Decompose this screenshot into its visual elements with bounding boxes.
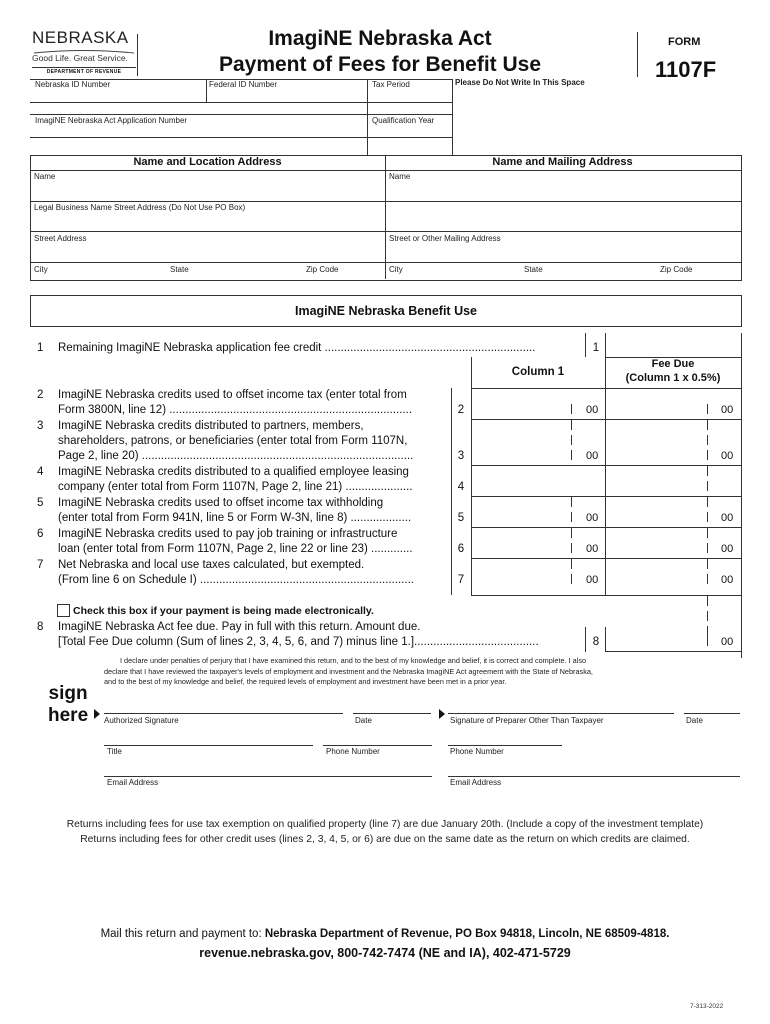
line6-text-a: ImagiNE Nebraska credits used to pay job training or infrastructure xyxy=(58,528,398,540)
line4-col1-input[interactable] xyxy=(471,465,605,497)
preparer-date-input[interactable] xyxy=(684,696,740,714)
preparer-signature-label: Signature of Preparer Other Than Taxpayer xyxy=(450,716,604,725)
line2-col2-cents: 00 xyxy=(721,404,734,416)
line8-box: 8 xyxy=(592,636,600,648)
preparer-email-input[interactable] xyxy=(448,760,740,777)
form-title xyxy=(190,26,570,78)
no-write-label: Please Do Not Write In This Space xyxy=(455,78,585,87)
line1-box: 1 xyxy=(592,342,600,354)
line7-col1-cents: 00 xyxy=(586,574,599,586)
contact-info: revenue.nebraska.gov, 800-742-7474 (NE and IA), 402-471-5729 xyxy=(199,946,571,960)
line3-text-a: ImagiNE Nebraska credits distributed to partners, members, xyxy=(58,420,364,432)
phone-label: Phone Number xyxy=(326,747,380,756)
department: DEPARTMENT OF REVENUE xyxy=(46,69,122,75)
form-title-line2: Payment of Fees for Benefit Use xyxy=(218,53,542,76)
electronic-payment-label: Check this box if your payment is being made electronically. xyxy=(73,605,374,617)
line3-col2-cents: 00 xyxy=(721,450,734,462)
line3-box: 3 xyxy=(457,450,465,462)
line1-text: Remaining ImagiNE Nebraska application fee credit .................................................................. xyxy=(58,342,536,354)
line8-text-a: ImagiNE Nebraska Act fee due. Pay in full with this return. Amount due. xyxy=(58,621,421,633)
electronic-payment-checkbox[interactable] xyxy=(57,604,70,617)
form-code: 7-313-2022 xyxy=(690,1003,724,1010)
form-number: 1107F xyxy=(655,57,717,82)
line8-number: 8 xyxy=(37,621,44,633)
mailing-zip-label: Zip Code xyxy=(660,265,693,274)
line5-col1-input[interactable] xyxy=(471,496,605,528)
declaration xyxy=(104,656,593,688)
preparer-signature-input[interactable] xyxy=(448,696,674,714)
sign-word: sign xyxy=(48,683,88,704)
qualification-year-label: Qualification Year xyxy=(372,116,435,125)
sign-here-label xyxy=(48,683,88,727)
line6-text-b: loan (enter total from Form 1107N, Page 2, line 22 or line 23) ............. xyxy=(58,543,413,555)
line2-number: 2 xyxy=(37,389,44,401)
line5-number: 5 xyxy=(37,497,44,509)
authorized-signature-input[interactable] xyxy=(104,696,343,714)
preparer-date-label: Date xyxy=(686,716,703,725)
due-date-notes xyxy=(0,817,770,847)
mailing-address-header: Name and Mailing Address xyxy=(492,156,633,168)
line6-col1-cents: 00 xyxy=(586,543,599,555)
declaration-line1: I declare under penalties of perjury that I have examined this return, and to the best of my knowledge and belief, it is correct and complete. I also xyxy=(120,656,587,665)
application-number-label: ImagiNE Nebraska Act Application Number xyxy=(35,116,188,125)
here-word: here xyxy=(48,705,89,726)
street-label: Street Address xyxy=(34,234,87,243)
line4-col2-input[interactable] xyxy=(605,465,741,497)
line5-col2-cents: 00 xyxy=(721,512,734,524)
location-address-header: Name and Location Address xyxy=(133,156,282,168)
line1-number: 1 xyxy=(37,342,44,354)
fee-due-header-line1: Fee Due xyxy=(651,358,695,370)
tagline: Good Life. Great Service. xyxy=(32,53,128,63)
note-line2: Returns including fees for other credit uses (lines 2, 3, 4, 5, or 6) are due on the same date as the return on which credits are claimed. xyxy=(80,834,690,845)
line8-cents: 00 xyxy=(721,636,734,648)
location-zip-label: Zip Code xyxy=(306,265,339,274)
logo-swoosh-icon xyxy=(32,43,136,46)
preparer-phone-label: Phone Number xyxy=(450,747,504,756)
line4-text-b: company (enter total from Form 1107N, Page 2, line 21) ..................... xyxy=(58,481,413,493)
line6-col2-cents: 00 xyxy=(721,543,734,555)
line2-text-b: Form 3800N, line 12) ............................................................................ xyxy=(58,404,413,416)
fee-due-header xyxy=(605,357,741,385)
mail-prefix: Mail this return and payment to: xyxy=(100,928,265,940)
preparer-phone-input[interactable] xyxy=(448,729,562,746)
form-title-line1: ImagiNE Nebraska Act xyxy=(268,27,492,50)
line3-number: 3 xyxy=(37,420,44,432)
signature-date-input[interactable] xyxy=(353,696,431,714)
location-city-label: City xyxy=(34,265,48,274)
line1-input[interactable] xyxy=(605,333,741,358)
preparer-email-label: Email Address xyxy=(450,778,502,787)
email-input[interactable] xyxy=(104,760,432,777)
mailing-city-label: City xyxy=(389,265,403,274)
line3-text-b: Page 2, line 20) ..................................................................................... xyxy=(58,450,414,462)
mailing-street-label: Street or Other Mailing Address xyxy=(389,234,501,243)
line7-number: 7 xyxy=(37,559,44,571)
mail-address: Nebraska Department of Revenue, PO Box 94818, Lincoln, NE 68509-4818. xyxy=(264,928,670,940)
line2-col1-input[interactable] xyxy=(471,388,605,420)
line6-number: 6 xyxy=(37,528,44,540)
logo xyxy=(32,28,136,75)
note-line1: Returns including fees for use tax exemption on qualified property (line 7) are due January 20th. (Include a copy of the investment template) xyxy=(66,819,704,830)
line7-col1-input[interactable] xyxy=(471,558,605,596)
line6-col1-input[interactable] xyxy=(471,527,605,559)
line5-text-b: (enter total from Form 941N, line 5 or Form W-3N, line 8) ................... xyxy=(58,512,412,524)
line7-text-b: (From line 6 on Schedule I) ................................................................... xyxy=(58,574,414,586)
line5-col1-cents: 00 xyxy=(586,512,599,524)
mailing-instructions xyxy=(0,928,770,940)
email-label: Email Address xyxy=(107,778,159,787)
line3-col1-input[interactable] xyxy=(471,419,605,466)
line7-box: 7 xyxy=(457,574,465,586)
line8-text-b: [Total Fee Due column (Sum of lines 2, 3, 4, 5, 6, and 7) minus line 1.]....................................... xyxy=(58,636,539,648)
benefit-title: ImagiNE Nebraska Benefit Use xyxy=(294,304,477,318)
declaration-line2: declare that I have reviewed the taxpayer's levels of employment and investment and the Nebraska ImagiNE Act agreement with the State of Nebraska, xyxy=(104,666,593,676)
line5-box: 5 xyxy=(457,512,465,524)
location-name-label: Name xyxy=(34,172,56,181)
line3-text-a2: shareholders, patrons, or beneficiaries (enter total from Form 1107N, xyxy=(58,435,408,447)
form-label: FORM xyxy=(668,36,701,48)
title-input[interactable] xyxy=(104,729,313,746)
line4-box: 4 xyxy=(457,481,465,493)
line2-text-a: ImagiNE Nebraska credits used to offset income tax (enter total from xyxy=(58,389,407,401)
phone-input[interactable] xyxy=(323,729,432,746)
title-label: Title xyxy=(107,747,122,756)
fee-due-header-line2: (Column 1 x 0.5%) xyxy=(625,372,721,384)
logo-text: NEBRASKA xyxy=(32,28,129,47)
line4-text-a: ImagiNE Nebraska credits distributed to a qualified employee leasing xyxy=(58,466,409,478)
line7-col2-cents: 00 xyxy=(721,574,734,586)
declaration-line3: and to the best of my knowledge and belief, the required levels of employment and investment have been met in a prior year. xyxy=(104,677,507,686)
line2-col1-cents: 00 xyxy=(586,404,599,416)
date-label: Date xyxy=(355,716,372,725)
authorized-signature-label: Authorized Signature xyxy=(104,716,179,725)
column1-header: Column 1 xyxy=(511,366,565,378)
line3-col1-cents: 00 xyxy=(586,450,599,462)
tax-period-label: Tax Period xyxy=(372,80,410,89)
line2-box: 2 xyxy=(457,404,465,416)
mailing-state-label: State xyxy=(524,265,543,274)
line4-number: 4 xyxy=(37,466,44,478)
legal-street-label: Legal Business Name Street Address (Do Not Use PO Box) xyxy=(34,203,246,212)
line5-text-a: ImagiNE Nebraska credits used to offset income tax withholding xyxy=(58,497,384,509)
sign-arrow-icon xyxy=(94,709,100,719)
location-state-label: State xyxy=(170,265,189,274)
line6-box: 6 xyxy=(457,543,465,555)
nebraska-id-label: Nebraska ID Number xyxy=(35,80,111,89)
mailing-name-label: Name xyxy=(389,172,411,181)
line7-text-a: Net Nebraska and local use taxes calculated, but exempted. xyxy=(58,559,365,571)
preparer-arrow-icon xyxy=(439,709,445,719)
federal-id-label: Federal ID Number xyxy=(209,80,278,89)
